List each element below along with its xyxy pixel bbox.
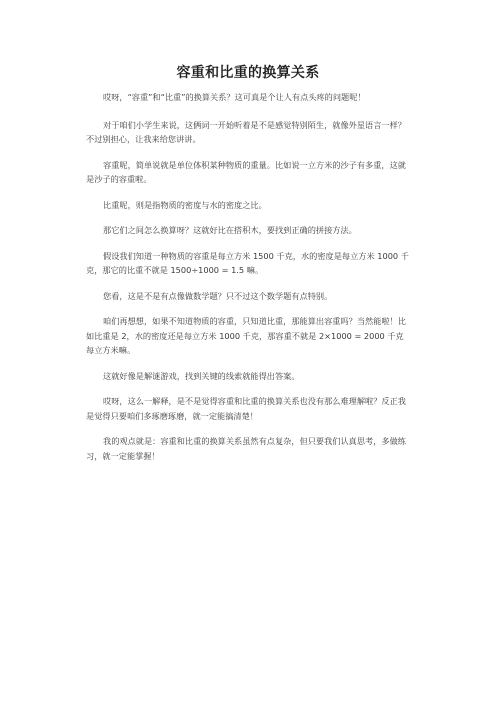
paragraph: 假设我们知道一种物质的容重是每立方米 1500 千克，水的密度是每立方米 1000 千克，那它的比重不就是 1500÷1000 = 1.5 嘛。 [86, 250, 409, 275]
paragraph-conclusion: 我的观点就是：容重和比重的换算关系虽然有点复杂，但只要我们认真思考，多做练习，就一定能掌握！ [86, 436, 406, 461]
paragraph: 咱们再想想，如果不知道物质的容重，只知道比重，那能算出容重吗？当然能啦！比如比重是 2，水的密度还是每立方米 1000 千克，那容重不就是 2×1000 = 2000 千克每立方米嘛。 [86, 316, 406, 355]
paragraph: 这就好像是解谜游戏，找到关键的线索就能得出答案。 [103, 370, 300, 381]
paragraph: 那它们之间怎么换算呀？这就好比在搭积木，要找到正确的拼接方法。 [103, 225, 357, 235]
document-title: 容重和比重的换算关系 [176, 65, 320, 81]
document-body [86, 90, 410, 463]
paragraph: 容重呢，简单说就是单位体积某种物质的重量。比如说一立方米的沙子有多重，这就是沙子的容重啦。 [86, 159, 406, 184]
paragraph: 比重呢，则是指物质的密度与水的密度之比。 [103, 199, 267, 210]
paragraph: 对于咱们小学生来说，这俩词一开始听着是不是感觉特别陌生，就像外星语言一样？不过别担心，让我来给您讲讲。 [86, 119, 406, 144]
paragraph: 哎呀，这么一解释，是不是觉得容重和比重的换算关系也没有那么难理解啦？反正我是觉得只要咱们多琢磨琢磨，就一定能搞清楚！ [86, 396, 406, 421]
paragraph-intro: 哎呀，“容重”和“比重”的换算关系？这可真是个让人有点头疼的问题呢！ [103, 92, 366, 102]
paragraph: 您看，这是不是有点像做数学题？只不过这个数学题有点特别。 [103, 290, 333, 301]
